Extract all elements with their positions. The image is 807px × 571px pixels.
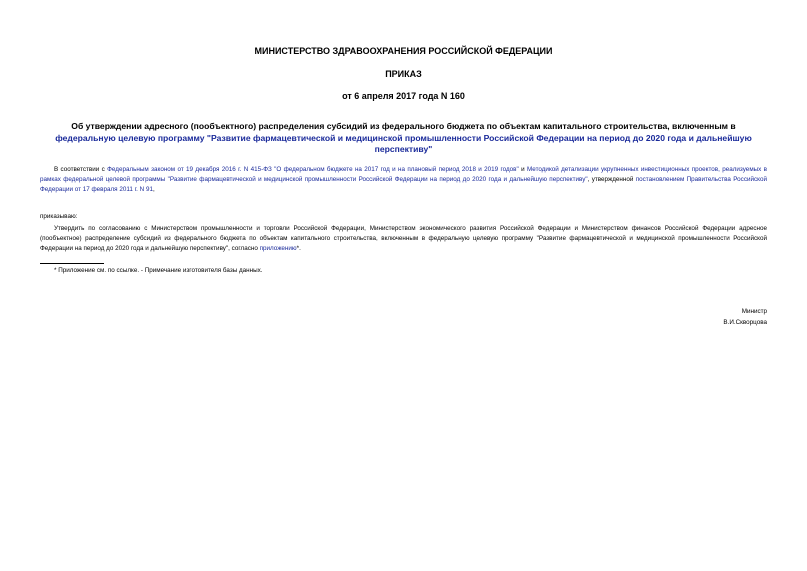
preamble-text-4: ,: [152, 186, 155, 193]
preamble-text-1: В соответствии с: [54, 166, 108, 173]
document-type: ПРИКАЗ: [385, 69, 422, 79]
preamble-text-3: , утвержденной: [587, 176, 636, 183]
appendix-link[interactable]: приложению: [259, 245, 297, 252]
preamble-paragraph: [40, 165, 767, 195]
government-resolution-link[interactable]: постановлением Правительства Российской Федерации от 17 февраля 2011 г. N 91: [40, 176, 767, 193]
order-word: приказываю:: [40, 213, 78, 220]
order-text-2: *.: [296, 245, 301, 252]
signature-name: В.И.Скворцова: [723, 319, 767, 326]
document-title: [40, 121, 767, 156]
document-date: от 6 апреля 2017 года N 160: [342, 91, 465, 101]
footnote: * Приложение см. по ссылке. - Примечание изготовителя базы данных.: [54, 267, 263, 274]
order-paragraph: [40, 224, 767, 254]
methodology-link[interactable]: Методикой детализации укрупненных инвестиционных проектов, реализуемых в рамках федеральной целевой программы "Развитие фармацевтической и медицинской промышленности Российской Федерации на период до 2020 года и дальнейшую перспективу": [40, 166, 768, 183]
footnote-divider: [40, 263, 104, 264]
title-text: Об утверждении адресного (пообъектного) распределения субсидий из федерального бюджета по объектам капитального строительства, включенным в: [71, 121, 736, 131]
title-program-link[interactable]: федеральную целевую программу "Развитие фармацевтической и медицинской промышленности Российской Федерации на период до 2020 года и дальнейшую перспективу": [55, 132, 752, 154]
preamble-text-2: и: [518, 166, 527, 173]
order-text-1: Утвердить по согласованию с Министерством промышленности и торговли Российской Федерации, Министерством экономического развития Российской Федерации и Министерством финансов Российской Федерации адресное (пообъектное) распределение субсидий из федерального бюджета по объектам капитального строительства, включенным в федеральную целевую программу "Развитие фармацевтической и медицинской промышленности Российской Федерации на период до 2020 года и дальнейшую перспективу", согласно: [40, 225, 767, 252]
federal-law-link[interactable]: Федеральным законом от 19 декабря 2016 г. N 415-ФЗ "О федеральном бюджете на 2017 год и на плановый период 2018 и 2019 годов": [107, 166, 519, 173]
ministry-name: МИНИСТЕРСТВО ЗДРАВООХРАНЕНИЯ РОССИЙСКОЙ ФЕДЕРАЦИИ: [254, 46, 553, 56]
signature-position: Министр: [741, 308, 767, 315]
